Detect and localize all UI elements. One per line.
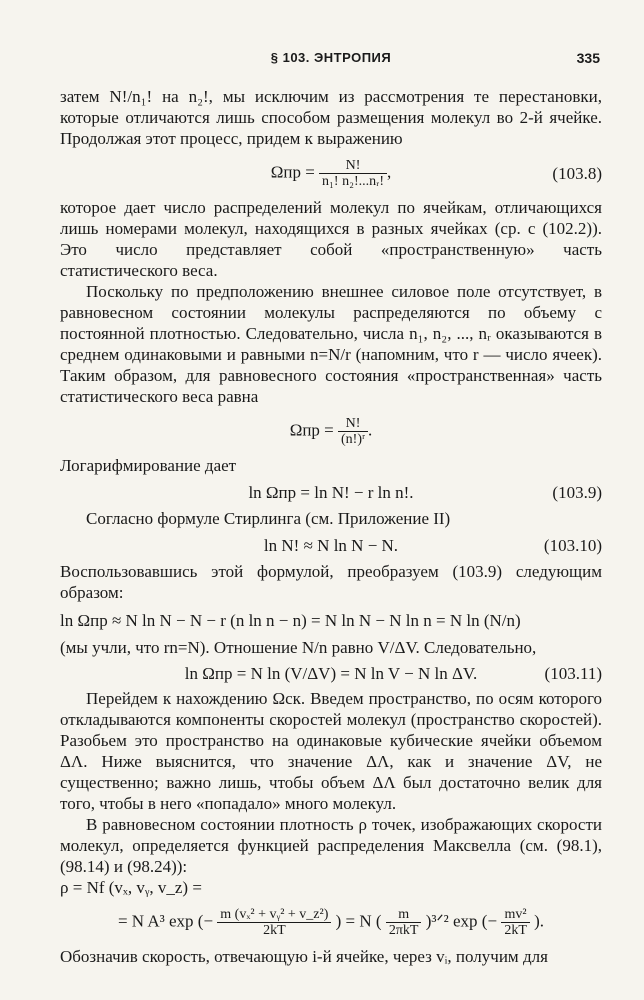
fraction xyxy=(501,907,530,938)
equation-body: ln Ωпр ≈ N ln N − N − r (n ln n − n) = N ln N − N ln n = N ln (N/n) xyxy=(60,610,521,630)
equation-label: (103.8) xyxy=(552,163,602,183)
fraction-denominator: 2kT xyxy=(263,922,286,938)
equation-body: ln Ωпр = ln N! − r ln n!. xyxy=(248,482,414,502)
fraction-denominator: n₁! n₂!...nᵣ! xyxy=(322,173,385,189)
equation-label: (103.10) xyxy=(543,535,602,555)
fraction-numerator: mv² xyxy=(501,907,530,923)
fraction-numerator: N! xyxy=(338,416,368,432)
fraction xyxy=(217,907,331,938)
page-number: 335 xyxy=(576,50,600,66)
equation-103-9 xyxy=(60,478,602,506)
fraction xyxy=(319,158,387,189)
paragraph: Логарифмирование дает xyxy=(60,456,237,475)
equation-maxwell-line2 xyxy=(60,900,602,944)
paragraph: которое дает число распределений молекул по ячейкам, отличающихся лишь номерами молекул, находящихся в разных ячейках (ср. с (102.2)). Это число представляет собой «пространственную» часть статистического веса. xyxy=(60,198,602,280)
fraction-numerator: N! xyxy=(319,158,387,174)
fraction-numerator: m xyxy=(386,907,422,923)
equation-tail: . xyxy=(368,419,373,439)
equation-part: ) = N ( xyxy=(335,910,382,930)
paragraph: Воспользовавшись этой формулой, преобразуем (103.9) следующим образом: xyxy=(60,562,602,602)
equation-body: ln Ωпр = N ln (V/ΔV) = N ln V − N ln ΔV. xyxy=(184,663,478,683)
paragraph: Перейдем к нахождению Ωск. Введем пространство, по осям которого откладываются компоненты скоростей молекул (пространство скоростей). Разобьем это пространство на одинаковые кубические ячейки объемом ΔΛ. Ниже выяснится, что значение ΔΛ, как и значение ΔV, не существенно; важно лишь, чтобы объем ΔΛ был достаточно велик для того, чтобы в него «попадало» много молекул. xyxy=(60,689,602,813)
equation-part: ). xyxy=(534,910,545,930)
paragraph: В равновесном состоянии плотность ρ точек, изображающих скорости молекул, определяется функцией распределения Максвелла (см. (98.1), (98.14) и (98.24)): xyxy=(60,815,602,876)
equation-label: (103.9) xyxy=(552,482,602,502)
paragraph: Обозначив скорость, отвечающую i-й ячейке, через vᵢ, получим для xyxy=(60,947,548,966)
equation-lhs: Ωпр = xyxy=(270,161,315,181)
equation-103-11 xyxy=(60,660,602,686)
equation-omega-eq xyxy=(60,409,602,453)
equation-lhs: Ωпр = xyxy=(289,419,334,439)
equation-body: ln N! ≈ N ln N − N. xyxy=(263,535,399,555)
paragraph: Согласно формуле Стирлинга (см. Приложение II) xyxy=(86,509,451,528)
paragraph: (мы учли, что rn=N). Отношение N/n равно V/ΔV. Следовательно, xyxy=(60,638,537,657)
equation-tail: , xyxy=(387,161,392,181)
equation-label: (103.11) xyxy=(544,663,602,683)
fraction xyxy=(338,416,368,447)
equation-maxwell-line1: ρ = Nf (vₓ, vᵧ, v_z) = xyxy=(60,878,202,897)
equation-103-8 xyxy=(60,151,602,195)
page-header xyxy=(60,50,602,70)
fraction xyxy=(386,907,422,938)
fraction-numerator: m (vₓ² + vᵧ² + v_z²) xyxy=(217,907,331,923)
paragraph: затем N!/n₁! на n₂!, мы исключим из рассмотрения те перестановки, которые отличаются лишь способом размещения молекул во 2-й ячейке. Продолжая этот процесс, придем к выражению xyxy=(60,87,602,148)
section-title: § 103. ЭНТРОПИЯ xyxy=(270,50,392,65)
equation-stirling-derivation xyxy=(60,605,602,635)
fraction-denominator: 2kT xyxy=(504,922,527,938)
fraction-denominator: (n!)ʳ xyxy=(341,431,366,447)
fraction-denominator: 2πkT xyxy=(388,922,419,938)
paragraph: Поскольку по предположению внешнее силовое поле отсутствует, в равновесном состоянии молекулы распределяются по объему с постоянной плотностью. Следовательно, числа n₁, n₂, ..., nᵣ оказываются в среднем одинаковыми и равными n=N/r (напомним, что r — число ячеек). Таким образом, для равновесного состояния «пространственная» часть статистического веса равна xyxy=(60,282,602,406)
equation-103-10 xyxy=(60,531,602,559)
equation-part: )³ᐟ² exp (− xyxy=(425,910,498,930)
page-body xyxy=(60,86,602,967)
equation-part: = N A³ exp (− xyxy=(117,910,214,930)
